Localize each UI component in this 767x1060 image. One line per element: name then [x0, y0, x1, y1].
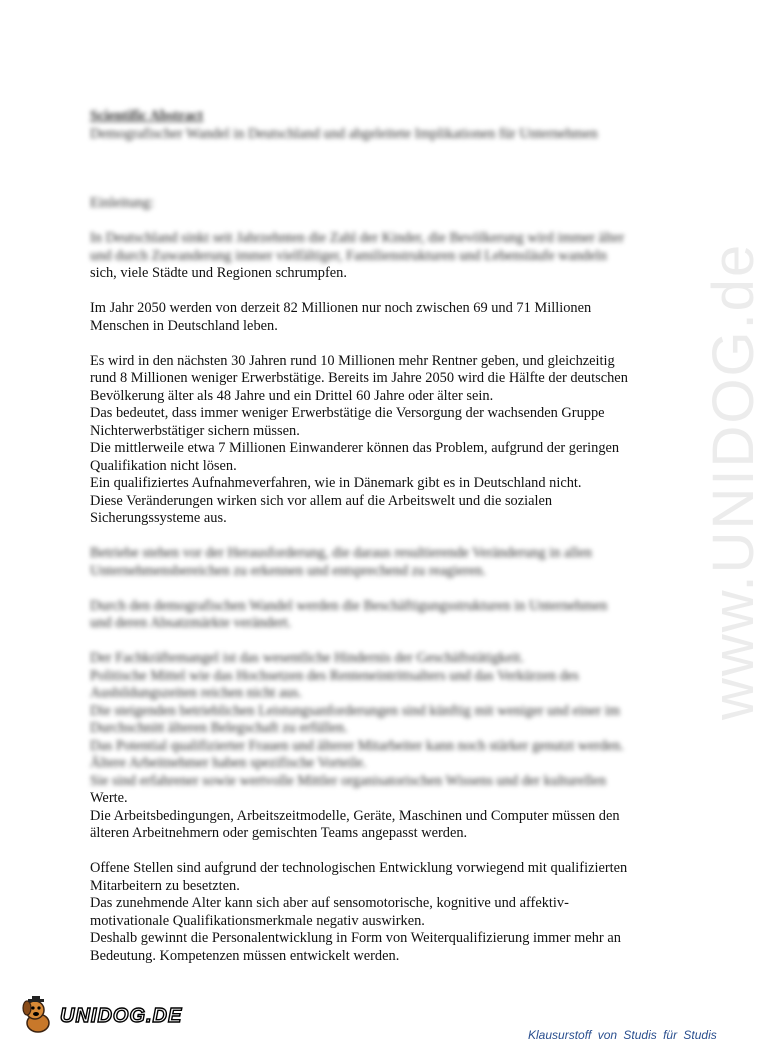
- paragraph-2: [90, 300, 670, 335]
- logo-text: UNIDOG.DE: [60, 1004, 183, 1027]
- text-line: Das zunehmende Alter kann sich aber auf sensomotorische, kognitive und affektiv-: [90, 895, 569, 911]
- text-line: motivationale Qualifikationsmerkmale negativ auswirken.: [90, 912, 425, 929]
- unidog-logo[interactable]: [18, 996, 182, 1036]
- text-line: und durch Zuwanderung immer vielfältiger, Familienstrukturen und Lebensläufe wandeln: [90, 247, 607, 264]
- text-line: Nichterwerbstätiger sichern müssen.: [90, 422, 300, 439]
- text-line: Betriebe stehen vor der Herausforderung, die daraus resultierende Veränderung in allen: [90, 545, 593, 561]
- text-line: Ausbildungszeiten reichen nicht aus.: [90, 685, 302, 701]
- document-subtitle: Demografischer Wandel in Deutschland und abgeleitete Implikationen für Unternehmen: [90, 125, 598, 142]
- text-line: Bevölkerung älter als 48 Jahre und ein Drittel 60 Jahre oder älter sein.: [90, 387, 494, 404]
- blurred-paragraph-2: [90, 598, 670, 633]
- text-line: Die Arbeitsbedingungen, Arbeitszeitmodelle, Geräte, Maschinen und Computer müssen den: [90, 807, 620, 824]
- text-line: Sicherungssysteme aus.: [90, 510, 227, 526]
- paragraph-1: [90, 265, 670, 283]
- watermark: www.UNIDOG.de: [701, 242, 766, 720]
- text-line: Der Fachkräftemangel ist das wesentliche Hindernis der Geschäftstätigkeit.: [90, 650, 524, 666]
- text-line: Unternehmensbereichen zu erkennen und entsprechend zu reagieren.: [90, 562, 486, 579]
- text-line: Diese Veränderungen wirken sich vor allem auf die Arbeitswelt und die sozialen: [90, 492, 553, 509]
- text-line: In Deutschland sinkt seit Jahrzehnten die Zahl der Kinder, die Bevölkerung wird immer älter: [90, 230, 625, 246]
- text-line: Das Potential qualifizierter Frauen und älterer Mitarbeiter kann noch stärker genutzt werden.: [90, 737, 624, 754]
- blurred-paragraph-3: [90, 650, 670, 790]
- text-line: Qualifikation nicht lösen.: [90, 457, 237, 474]
- footer-tagline: Klausurstoff von Studis für Studis: [528, 1028, 717, 1042]
- text-line: Mitarbeitern zu besetzten.: [90, 877, 240, 894]
- text-line: sich, viele Städte und Regionen schrumpfen.: [90, 265, 347, 281]
- blurred-intro: [90, 230, 670, 265]
- paragraph-3: [90, 353, 670, 528]
- paragraph-5: [90, 860, 670, 965]
- text-line: Durch den demografischen Wandel werden die Beschäftigungsstrukturen in Unternehmen: [90, 597, 608, 614]
- paragraph-4: [90, 790, 670, 843]
- text-line: Die steigenden betrieblichen Leistungsanforderungen sind künftig mit weniger und einer im: [90, 702, 620, 719]
- text-line: und deren Absatzmärkte verändert.: [90, 615, 292, 631]
- text-line: Durchschnitt älteren Belegschaft zu erfüllen.: [90, 720, 348, 736]
- text-line: Die mittlerweile etwa 7 Millionen Einwanderer können das Problem, aufgrund der geringen: [90, 440, 620, 456]
- text-line: Ein qualifiziertes Aufnahmeverfahren, wie in Dänemark gibt es in Deutschland nicht.: [90, 475, 582, 491]
- text-line: älteren Arbeitnehmern oder gemischten Teams angepasst werden.: [90, 825, 468, 841]
- text-line: Das bedeutet, dass immer weniger Erwerbstätige die Versorgung der wachsenden Gruppe: [90, 405, 605, 421]
- text-line: Deshalb gewinnt die Personalentwicklung in Form von Weiterqualifizierung immer mehr an: [90, 930, 621, 946]
- text-line: Sie sind erfahrener sowie wertvolle Mittler organisatorischen Wissens und der kulturellen: [90, 772, 607, 789]
- text-line: Politische Mittel wie das Hochsetzen des Renteneintrittsalters und das Verkürzen des: [90, 667, 579, 684]
- section-heading-text: Einleitung:: [90, 195, 154, 211]
- document-content: [90, 108, 670, 965]
- text-line: Bedeutung. Kompetenzen müssen entwickelt werden.: [90, 947, 400, 964]
- text-line: Ältere Arbeitnehmer haben spezifische Vorteile.: [90, 755, 367, 771]
- text-line: Im Jahr 2050 werden von derzeit 82 Millionen nur noch zwischen 69 und 71 Millionen: [90, 300, 592, 316]
- dog-mascot-icon: [18, 996, 58, 1036]
- text-line: Menschen in Deutschland leben.: [90, 317, 278, 334]
- text-line: Werte.: [90, 790, 128, 806]
- header-block: [90, 108, 670, 143]
- document-title: Scientific Abstract: [90, 108, 204, 124]
- text-line: Es wird in den nächsten 30 Jahren rund 10 Millionen mehr Rentner geben, und gleichzeitig: [90, 352, 615, 369]
- text-line: rund 8 Millionen weniger Erwerbstätige. Bereits im Jahre 2050 wird die Hälfte der deutschen: [90, 370, 628, 386]
- section-heading: [90, 195, 670, 213]
- blurred-paragraph-1: [90, 545, 670, 580]
- text-line: Offene Stellen sind aufgrund der technologischen Entwicklung vorwiegend mit qualifizierten: [90, 860, 628, 876]
